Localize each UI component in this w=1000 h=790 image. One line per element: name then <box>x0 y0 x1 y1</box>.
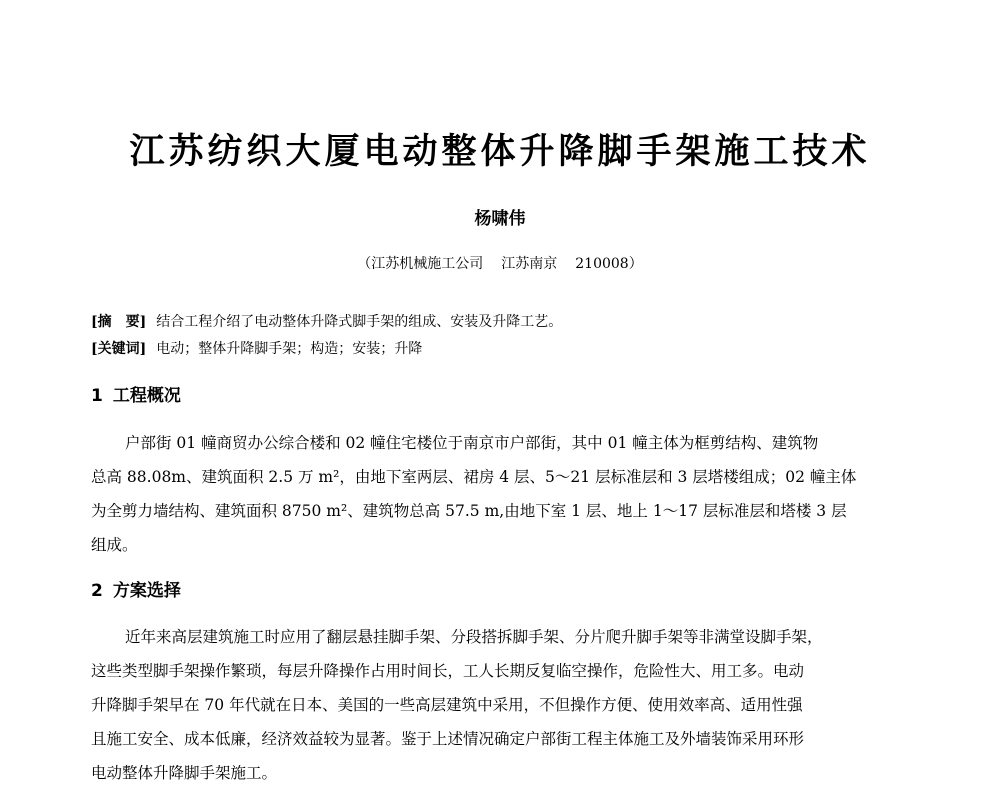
affiliation-code: 210008） <box>575 256 643 272</box>
paragraph-line: 近年来高层建筑施工时应用了翻层悬挂脚手架、分段搭拆脚手架、分片爬升脚手架等非满堂设脚手架， <box>125 628 823 646</box>
abstract <box>91 311 562 333</box>
section-heading-2 <box>91 578 181 604</box>
paragraph-line: 且施工安全、成本低廉，经济效益较为显著。鉴于上述情况确定户部街工程主体施工及外墙装饰采用环形 <box>91 730 805 748</box>
section-number: 1 <box>91 386 103 406</box>
section-2-body <box>91 620 911 790</box>
affiliation <box>0 253 1000 275</box>
section-number: 2 <box>91 581 103 601</box>
paper-title: 江苏纺织大厦电动整体升降脚手架施工技术 <box>129 131 871 172</box>
paragraph-line: 为全剪力墙结构、建筑面积 8750 m²、建筑物总高 57.5 m,由地下室 1 层、地上 1～17 层标准层和塔楼 3 层 <box>91 502 847 520</box>
abstract-label: [摘 要] <box>91 314 147 330</box>
paragraph-line: 这些类型脚手架操作繁琐，每层升降操作占用时间长，工人长期反复临空操作，危险性大、用工多。电动 <box>91 662 805 680</box>
affiliation-city: 江苏南京 <box>501 256 558 272</box>
paragraph-line: 总高 88.08m、建筑面积 2.5 万 m²，由地下室两层、裙房 4 层、5～21 层标准层和 3 层塔楼组成；02 幢主体 <box>91 468 857 486</box>
abstract-text: 结合工程介绍了电动整体升降式脚手架的组成、安装及升降工艺。 <box>156 314 563 330</box>
section-heading-1 <box>91 383 181 409</box>
paragraph-line: 户部街 01 幢商贸办公综合楼和 02 幢住宅楼位于南京市户部街，其中 01 幢主体为框剪结构、建筑物 <box>125 434 819 452</box>
keywords-text: 电动；整体升降脚手架；构造；安装；升降 <box>156 341 423 357</box>
section-title: 方案选择 <box>112 581 181 601</box>
affiliation-org: （江苏机械施工公司 <box>357 256 484 272</box>
section-title: 工程概况 <box>112 386 181 406</box>
paragraph-line: 升降脚手架早在 70 年代就在日本、美国的一些高层建筑中采用，不但操作方便、使用效率高、适用性强 <box>91 696 803 714</box>
author-name: 杨啸伟 <box>474 209 526 229</box>
keywords <box>91 338 422 360</box>
paragraph-line: 组成。 <box>91 536 138 554</box>
keywords-label: [关键词] <box>91 341 147 357</box>
paragraph-line: 电动整体升降脚手架施工。 <box>91 764 278 782</box>
section-1-body <box>91 426 911 562</box>
